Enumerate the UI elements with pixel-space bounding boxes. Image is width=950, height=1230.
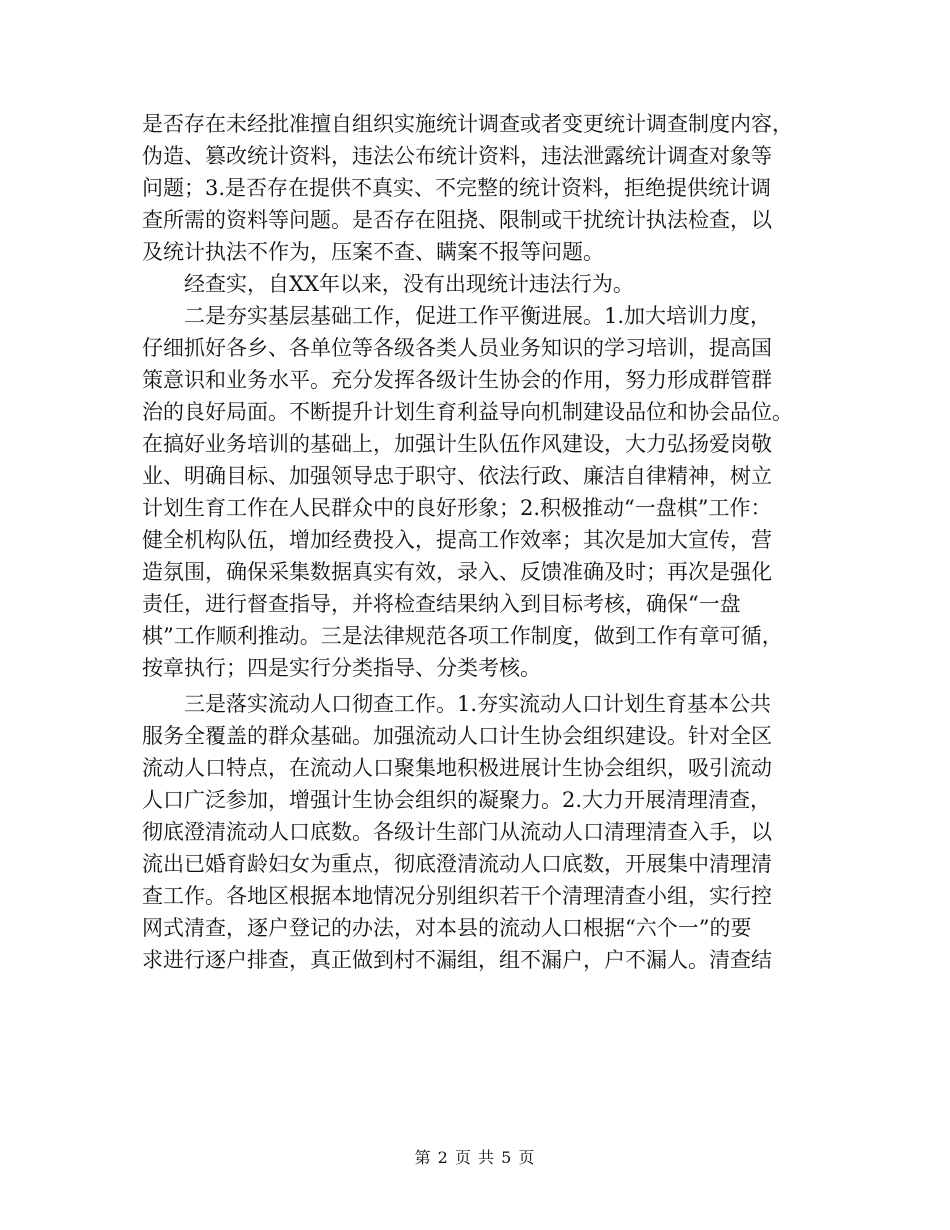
text-line: 策意识和业务水平。充分发挥各级计生协会的作用，努力形成群管群: [142, 368, 772, 392]
text-line: 治的良好局面。不断提升计划生育利益导向机制建设品位和协会品位。: [142, 400, 793, 424]
text-line: 流出已婚育龄妇女为重点，彻底澄清流动人口底数，开展集中清理清: [142, 852, 772, 876]
text-line: 问题；3.是否存在提供不真实、不完整的统计资料，拒绝提供统计调: [142, 176, 772, 200]
text-line: 业、明确目标、加强领导忠于职守、依法行政、廉洁自律精神，树立: [142, 464, 772, 488]
text-line: 及统计执法不作为，压案不查、瞒案不报等问题。: [142, 240, 604, 264]
text-line: 经查实，自XX年以来，没有出现统计违法行为。: [184, 272, 634, 296]
text-line: 二是夯实基层基础工作，促进工作平衡进展。1.加大培训力度，: [184, 304, 772, 328]
text-line: 责任，进行督查指导，并将检查结果纳入到目标考核，确保“一盘: [142, 592, 741, 616]
text-line: 造氛围，确保采集数据真实有效，录入、反馈准确及时；再次是强化: [142, 560, 772, 584]
text-line: 查工作。各地区根据本地情况分别组织若干个清理清查小组，实行控: [142, 884, 772, 908]
text-line: 计划生育工作在人民群众中的良好形象；2.积极推动“一盘棋”工作：: [142, 496, 772, 520]
page-number-footer: 第 2 页 共 5 页: [414, 1148, 536, 1167]
text-line: 健全机构队伍，增加经费投入，提高工作效率；其次是加大宣传，营: [142, 528, 772, 552]
text-line: 三是落实流动人口彻查工作。1.夯实流动人口计划生育基本公共: [184, 692, 772, 716]
text-line: 流动人口特点，在流动人口聚集地积极进展计生协会组织，吸引流动: [142, 756, 772, 780]
text-line: 按章执行；四是实行分类指导、分类考核。: [142, 656, 541, 680]
text-line: 在搞好业务培训的基础上，加强计生队伍作风建设，大力弘扬爱岗敬: [142, 432, 772, 456]
body-text: [142, 108, 802, 976]
text-line: 仔细抓好各乡、各单位等各级各类人员业务知识的学习培训，提高国: [142, 336, 772, 360]
text-line: 查所需的资料等问题。是否存在阻挠、限制或干扰统计执法检查，以: [142, 208, 772, 232]
text-line: 彻底澄清流动人口底数。各级计生部门从流动人口清理清查入手，以: [142, 820, 772, 844]
text-line: 人口广泛参加，增强计生协会组织的凝聚力。2.大力开展清理清查，: [142, 788, 772, 812]
text-line: 网式清查，逐户登记的办法，对本县的流动人口根据“六个一”的要: [142, 916, 752, 940]
text-line: 棋”工作顺利推动。三是法律规范各项工作制度，做到工作有章可循，: [142, 624, 783, 648]
text-line: 伪造、篡改统计资料，违法公布统计资料，违法泄露统计调查对象等: [142, 144, 772, 168]
text-line: 是否存在未经批准擅自组织实施统计调查或者变更统计调查制度内容，: [142, 112, 793, 136]
text-line: 求进行逐户排查，真正做到村不漏组，组不漏户，户不漏人。清查结: [142, 948, 772, 972]
text-line: 服务全覆盖的群众基础。加强流动人口计生协会组织建设。针对全区: [142, 724, 772, 748]
